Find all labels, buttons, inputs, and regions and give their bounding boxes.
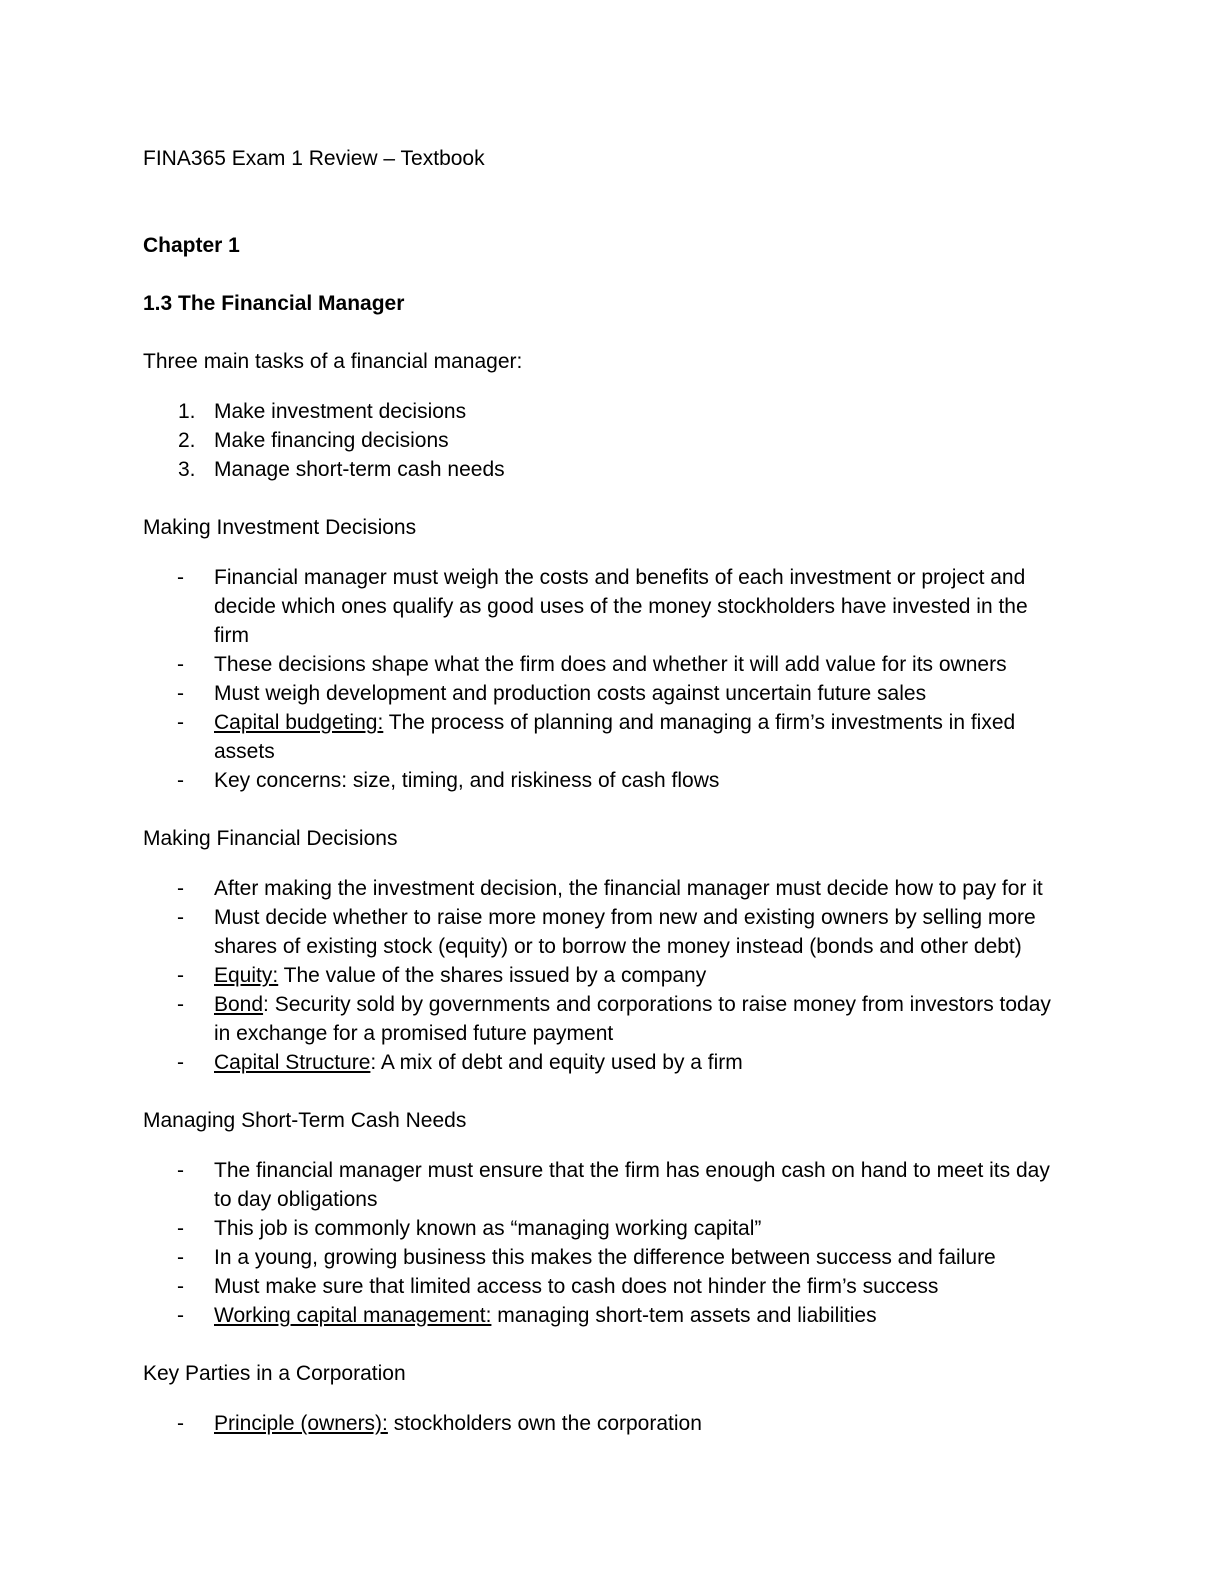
list-item-text: managing short-tem assets and liabilities (491, 1304, 877, 1327)
list-item-text: Make financing decisions (214, 429, 449, 452)
list-item-text: Must decide whether to raise more money from new and existing owners by selling more shares of existing stock (equity) or to borrow the money instead (bonds and other debt) (214, 906, 1036, 958)
investment-list (143, 563, 1083, 795)
tasks-intro: Three main tasks of a financial manager: (143, 350, 523, 373)
list-item-text: The value of the shares issued by a company (278, 964, 707, 987)
defined-term: Equity: (214, 964, 279, 987)
list-item-text: : A mix of debt and equity used by a firm (370, 1051, 743, 1074)
financial-list (143, 874, 1083, 1077)
dash-marker: - (177, 711, 184, 734)
list-item-text: Key concerns: size, timing, and riskiness of cash flows (214, 769, 720, 792)
list-item-text: stockholders own the corporation (387, 1412, 702, 1435)
dash-marker: - (177, 769, 184, 792)
cash-list (143, 1156, 1083, 1330)
dash-marker: - (177, 1304, 184, 1327)
list-item (143, 708, 1064, 766)
list-item (143, 766, 1064, 795)
parties-heading: Key Parties in a Corporation (143, 1362, 406, 1385)
list-item (143, 426, 1064, 455)
dash-marker: - (177, 566, 184, 589)
list-item-text: Must weigh development and production costs against uncertain future sales (214, 682, 927, 705)
list-item-text: The process of planning and managing a firm’s investments in fixed assets (214, 711, 1016, 763)
chapter-heading: Chapter 1 (143, 234, 240, 257)
list-item (143, 650, 1064, 679)
list-item-text: Make investment decisions (214, 400, 467, 423)
cash-heading: Managing Short-Term Cash Needs (143, 1109, 467, 1132)
list-item (143, 1214, 1064, 1243)
dash-marker: - (177, 993, 184, 1016)
list-item (143, 563, 1064, 650)
list-item-text: These decisions shape what the firm does and whether it will add value for its owners (214, 653, 1007, 676)
list-item (143, 397, 1064, 426)
list-number: 2. (178, 429, 196, 452)
dash-marker: - (177, 877, 184, 900)
list-item (143, 903, 1064, 961)
defined-term: Capital Structure (214, 1051, 371, 1074)
defined-term: Capital budgeting: (214, 711, 384, 734)
list-item-text: Must make sure that limited access to cash does not hinder the firm’s success (214, 1275, 939, 1298)
list-item-text: Financial manager must weigh the costs and benefits of each investment or project and decide which ones qualify as good uses of the money stockholders have invested in the firm (214, 566, 1028, 647)
defined-term: Principle (owners): (214, 1412, 388, 1435)
dash-marker: - (177, 906, 184, 929)
defined-term: Working capital management: (214, 1304, 492, 1327)
dash-marker: - (177, 653, 184, 676)
financial-heading: Making Financial Decisions (143, 827, 398, 850)
investment-heading: Making Investment Decisions (143, 516, 417, 539)
list-item-text: Manage short-term cash needs (214, 458, 505, 481)
list-item (143, 1301, 1064, 1330)
section-heading: 1.3 The Financial Manager (143, 292, 405, 315)
list-item (143, 1048, 1064, 1077)
tasks-list (143, 397, 1083, 484)
list-item (143, 455, 1064, 484)
dash-marker: - (177, 964, 184, 987)
dash-marker: - (177, 1275, 184, 1298)
list-item (143, 1409, 1064, 1438)
defined-term: Bond (214, 993, 264, 1016)
list-item-text: The financial manager must ensure that the firm has enough cash on hand to meet its day to day obligations (214, 1159, 1050, 1211)
list-item (143, 679, 1064, 708)
list-item-text: : Security sold by governments and corporations to raise money from investors today in exchange for a promised future payment (214, 993, 1051, 1045)
list-item (143, 874, 1064, 903)
parties-list (143, 1409, 1083, 1438)
list-item (143, 961, 1064, 990)
list-item-text: This job is commonly known as “managing working capital” (214, 1217, 762, 1240)
list-item (143, 1243, 1064, 1272)
dash-marker: - (177, 1159, 184, 1182)
list-number: 3. (178, 458, 196, 481)
list-item-text: In a young, growing business this makes the difference between success and failure (214, 1246, 996, 1269)
document-body (143, 144, 1083, 1438)
dash-marker: - (177, 682, 184, 705)
list-item (143, 990, 1064, 1048)
list-item-text: After making the investment decision, the financial manager must decide how to pay for it (214, 877, 1043, 900)
dash-marker: - (177, 1246, 184, 1269)
dash-marker: - (177, 1051, 184, 1074)
dash-marker: - (177, 1217, 184, 1240)
list-number: 1. (178, 400, 196, 423)
list-item (143, 1272, 1064, 1301)
document-title: FINA365 Exam 1 Review – Textbook (143, 147, 485, 170)
list-item (143, 1156, 1064, 1214)
dash-marker: - (177, 1412, 184, 1435)
